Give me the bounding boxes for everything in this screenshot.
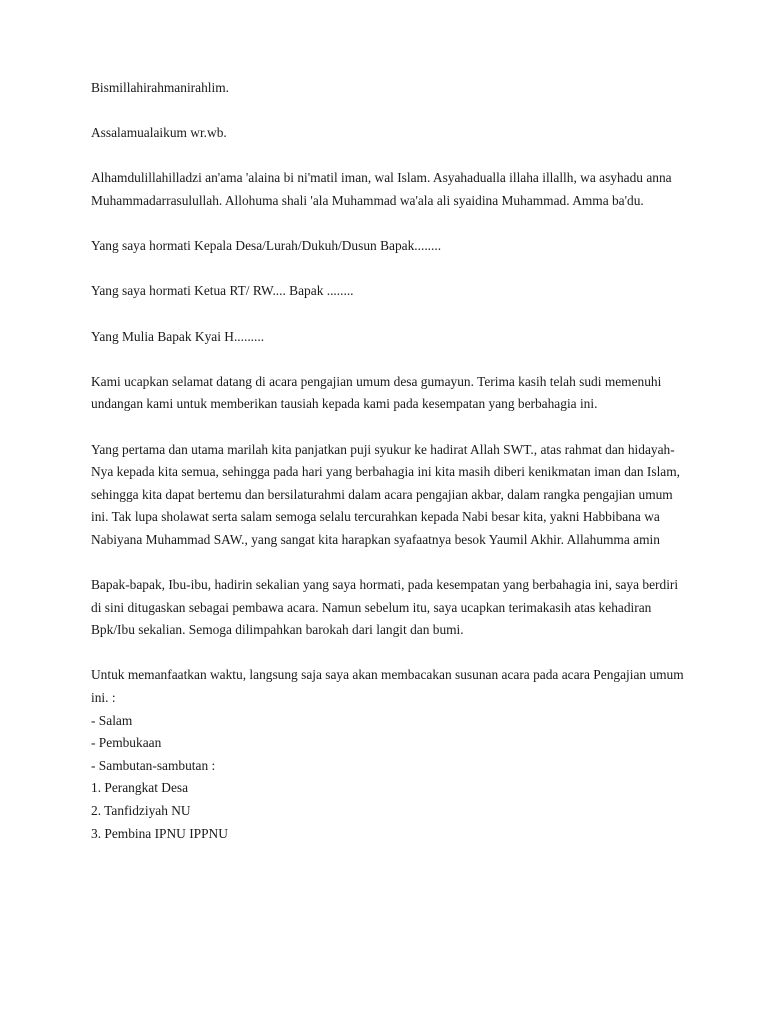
welcome-paragraph: Kami ucapkan selamat datang di acara pengajian umum desa gumayun. Terima kasih telah sudi memenuhi undangan kami untuk memberikan tausiah kepada kami pada kesempatan yang berbahagia ini.	[91, 373, 662, 412]
agenda-intro: Untuk memanfaatkan waktu, langsung saja saya akan membacakan susunan acara pada acara Pengajian umum ini. :	[91, 667, 684, 706]
agenda-list	[91, 710, 687, 846]
salam-line: Assalamualaikum wr.wb.	[91, 125, 227, 141]
speech-item: 1. Perangkat Desa	[91, 780, 189, 796]
opening-line: Bismillahirahmanirahlim.	[91, 80, 229, 95]
agenda-item: - Sambutan-sambutan :	[91, 757, 216, 773]
speech-item: 3. Pembina IPNU IPPNU	[91, 825, 228, 841]
honorific-line: Yang saya hormati Kepala Desa/Lurah/Dukuh/Dusun Bapak........	[91, 238, 442, 254]
honorific-line: Yang saya hormati Ketua RT/ RW.... Bapak ........	[91, 283, 354, 299]
hamdalah-paragraph: Alhamdulillahilladzi an'ama 'alaina bi ni'matil iman, wal Islam. Asyahadualla illaha illallh, wa asyhadu anna Muhammadarrasulullah. Allohuma shali 'ala Muhammad wa'ala ali syaidina Muhammad. Amma ba'du.	[91, 170, 672, 208]
honorific-line: Yang Mulia Bapak Kyai H.........	[91, 328, 265, 344]
speech-item: 2. Tanfidziyah NU	[91, 803, 191, 818]
introduction-paragraph: Bapak-bapak, Ibu-ibu, hadirin sekalian yang saya hormati, pada kesempatan yang berbahagia ini, saya berdiri di sini ditugaskan sebagai pembawa acara. Namun sebelum itu, saya ucapkan terimakasih atas kehadiran Bpk/Ibu sekalian. Semoga dilimpahkan barokah dari langit dan bumi.	[91, 577, 679, 638]
agenda-item: - Pembukaan	[91, 735, 162, 751]
agenda-item: - Salam	[91, 712, 133, 728]
agenda-section	[91, 664, 687, 845]
gratitude-paragraph: Yang pertama dan utama marilah kita panjatkan puji syukur ke hadirat Allah SWT., atas rahmat dan hidayah-Nya kepada kita semua, sehingga pada hari yang berbahagia ini kita masih diberi kenikmatan iman dan Islam, sehingga kita dapat bertemu dan bersilaturahmi dalam acara pengajian akbar, dalam rangka pengajian umum ini. Tak lupa sholawat serta salam semoga selalu tercurahkan kepada Nabi besar kita, yakni Habbibana wa Nabiyana Muhammad SAW., yang sangat kita harapkan syafaatnya besok Yaumil Akhir. Allahumma amin	[91, 441, 680, 547]
document-body	[91, 77, 687, 845]
